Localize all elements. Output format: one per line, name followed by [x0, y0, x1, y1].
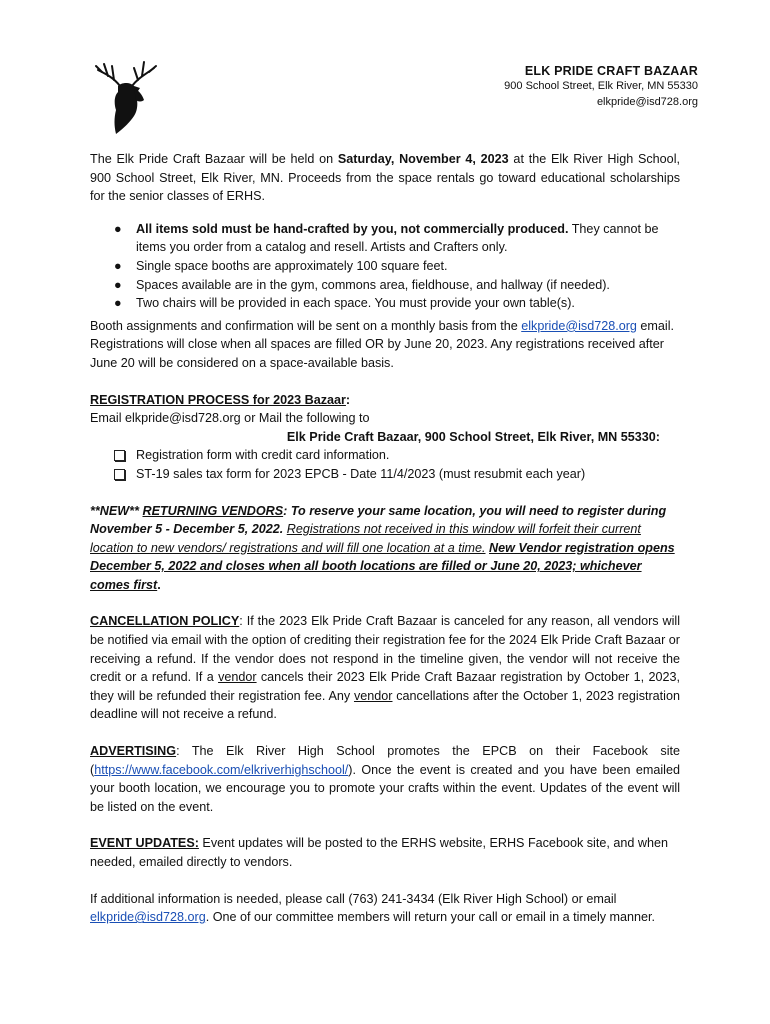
cancellation-text: : If the 2023 Elk Pride Craft Bazaar is canceled for any reason, all vendors will be notified via email with the option of crediting their registration fee for the 2024 Elk Pride Craft Bazaar or receiving a refund. If the vendor does not respond in the timeline given, the vendor will not receive the credit or a refund. If a: [90, 614, 681, 685]
list-item: [114, 257, 680, 276]
event-date: Saturday, November 4, 2023: [337, 152, 509, 166]
letterhead: [504, 64, 698, 110]
event-updates-paragraph: [90, 834, 680, 871]
rule-handcrafted-detail: They cannot be items you order from a catalog and resell. Artists and Crafters only.: [136, 221, 659, 255]
rule-spaces: Spaces available are in the gym, commons area, fieldhouse, and hallway (if needed).: [136, 277, 610, 292]
bullet-icon: ●: [114, 277, 122, 292]
list-item: [114, 276, 680, 295]
returning-vendors-label: RETURNING VENDORS: [142, 503, 284, 518]
list-item: [114, 294, 680, 313]
contact-paragraph: [90, 890, 680, 927]
registration-colon: :: [345, 392, 351, 407]
mailing-address: Elk Pride Craft Bazaar, 900 School Street, Elk River, MN 55330:: [286, 429, 660, 444]
list-item: [114, 465, 680, 484]
intro-text-2: at the Elk River High School, 900 School Street, Elk River, MN. Proceeds from the space rentals go toward educational scholarships for the senior classes of ERHS.: [90, 152, 680, 204]
checkbox-icon: [114, 450, 125, 461]
booth-text-2: email. Registrations will close when all spaces are filled OR by June 20, 2023. Any registrations received after June 20 will be considered on a space-available basis.: [90, 318, 675, 370]
vendor-word: vendor: [353, 688, 393, 703]
advertising-label: ADVERTISING: [90, 744, 177, 759]
event-updates-label: EVENT UPDATES:: [90, 836, 199, 851]
bullet-icon: ●: [114, 296, 122, 311]
bullet-icon: ●: [114, 258, 122, 273]
advertising-text-2: ). Once the event is created and you have been emailed your booth location, we encourage you to promote your crafts within the event. Updates of the event will be listed on the event.: [90, 762, 680, 814]
cancellation-label: CANCELLATION POLICY: [90, 614, 240, 629]
list-item: [114, 220, 680, 257]
checkbox-icon: [114, 469, 125, 480]
vendor-word: vendor: [218, 670, 257, 685]
registration-line: Email elkpride@isd728.org or Mail the following to: [90, 411, 370, 426]
event-updates-text: Event updates will be posted to the ERHS website, ERHS Facebook site, and when needed, emailed directly to vendors.: [90, 836, 668, 869]
registration-heading: REGISTRATION PROCESS for 2023 Bazaar: [90, 392, 346, 407]
cancellation-text-3: cancellations after the October 1, 2023 registration deadline will not receive a refund.: [90, 688, 680, 722]
cancellation-paragraph: [90, 612, 680, 724]
contact-text-2: . One of our committee members will return your call or email in a timely manner.: [205, 910, 656, 925]
contact-text: If additional information is needed, please call (763) 241-3434 (Elk River High School) or email: [90, 891, 617, 906]
rules-list: [90, 220, 680, 313]
rule-booth-size: Single space booths are approximately 100 square feet.: [136, 258, 448, 273]
booth-text: Booth assignments and confirmation will be sent on a monthly basis from the: [90, 318, 522, 333]
intro-text: The Elk Pride Craft Bazaar will be held on: [90, 152, 338, 166]
returning-text: : To reserve your same location, you will need to register during November 5 - December 5, 2022.: [90, 503, 667, 537]
checklist-item-tax: ST-19 sales tax form for 2023 EPCB - Date 11/4/2023 (must resubmit each year): [136, 466, 586, 481]
period: .: [157, 577, 161, 592]
email-link[interactable]: elkpride@isd728.org: [521, 318, 637, 333]
advertising-text: : The Elk River High School promotes the EPCB on their Facebook site (: [90, 744, 680, 777]
contact-email-link[interactable]: elkpride@isd728.org: [90, 910, 206, 925]
rule-handcrafted: All items sold must be hand-crafted by you, not commercially produced.: [136, 221, 569, 236]
registration-checklist: [90, 446, 680, 483]
org-email: elkpride@isd728.org: [596, 96, 698, 108]
cancellation-text-2: cancels their 2023 Elk Pride Craft Bazaar registration by October 1, 2023, they will be refunded their registration fee. Any: [90, 670, 680, 703]
facebook-link[interactable]: https://www.facebook.com/elkriverhighschool/: [94, 762, 349, 777]
registration-section: [90, 391, 680, 410]
intro-paragraph: [90, 150, 680, 206]
elk-head-logo: [94, 56, 158, 136]
org-address: 900 School Street, Elk River, MN 55330: [504, 80, 698, 92]
returning-vendors-paragraph: [90, 502, 680, 595]
checklist-item-form: Registration form with credit card information.: [136, 448, 390, 463]
booth-paragraph: [90, 317, 680, 373]
new-tag: **NEW**: [90, 503, 143, 518]
rule-chairs: Two chairs will be provided in each space. You must provide your own table(s).: [136, 296, 575, 311]
org-name: ELK PRIDE CRAFT BAZAAR: [524, 64, 698, 78]
advertising-paragraph: [90, 742, 680, 816]
bullet-icon: ●: [114, 221, 122, 236]
document-body: [90, 150, 680, 927]
forfeit-notice: Registrations not received in this window will forfeit their current location to new vendors/ registrations and will fill one location at a time.: [90, 522, 641, 555]
new-vendor-notice: New Vendor registration opens December 5, 2022 and closes when all booth locations are filled or June 20, 2023; whichever comes first: [90, 540, 675, 592]
list-item: [114, 446, 680, 465]
